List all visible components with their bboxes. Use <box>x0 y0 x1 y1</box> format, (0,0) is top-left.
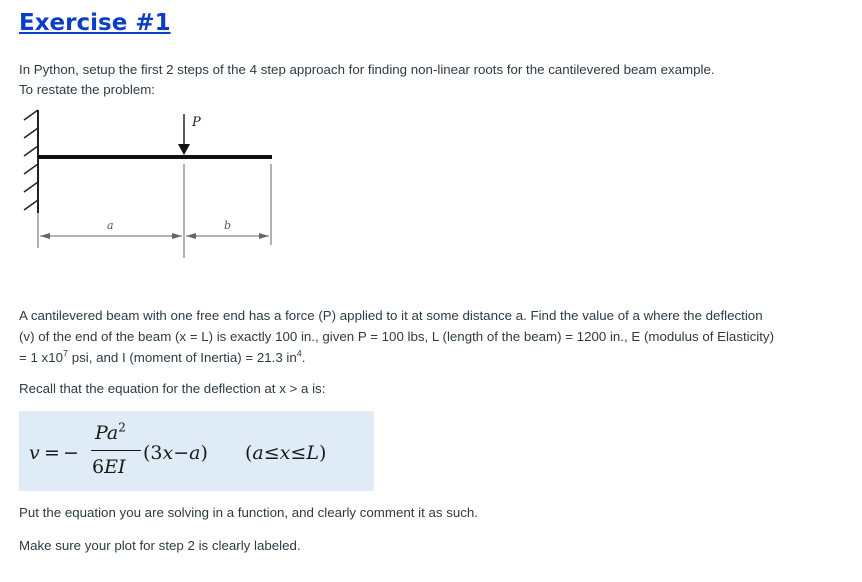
cond-L: L <box>306 442 319 464</box>
problem-text-part1: A cantilevered beam with one free end has a force (P) applied to it at some distance a. Find the value of a where the deflection (v) of the end of the beam (x = L) is exactly 100 in., given P = 100 lbs, L (length of the beam) = 1200 in., E (modulus of Elasticity) = 1 x10 <box>19 308 775 365</box>
paren-close: ) <box>200 442 208 464</box>
equation-denominator <box>92 456 125 478</box>
dimension-a-arrow-right <box>172 233 182 239</box>
cond-le-1: ≤ <box>263 442 280 464</box>
denominator-variables: EI <box>104 456 126 478</box>
equation-numerator <box>95 422 126 444</box>
cantilever-beam-figure <box>14 108 278 268</box>
equation-condition <box>245 442 326 464</box>
equation-equals: = <box>44 442 60 464</box>
instruction-plot: Make sure your plot for step 2 is clearly labeled. <box>19 538 301 553</box>
fraction-bar <box>91 450 141 451</box>
page-title[interactable]: Exercise #1 <box>19 10 171 36</box>
paren-minus: − <box>173 442 190 464</box>
problem-exponent-inertia: 4 <box>296 348 302 359</box>
cond-a: a <box>252 442 264 464</box>
problem-text-part2: psi, and I (moment of Inertia) = 21.3 in <box>68 350 297 365</box>
denominator-coefficient: 6 <box>92 456 105 478</box>
restate-text: To restate the problem: <box>19 82 155 97</box>
dimension-a-label: a <box>107 219 114 232</box>
problem-statement <box>19 305 779 368</box>
equation-parenthetical <box>143 442 208 464</box>
equation-lhs: v <box>29 442 40 464</box>
problem-text-part3: . <box>301 350 306 365</box>
instruction-function: Put the equation you are solving in a function, and clearly comment it as such. <box>19 505 479 520</box>
paren-open: (3 <box>143 442 163 464</box>
paren-x: x <box>162 442 174 464</box>
dimension-a-arrow-left <box>40 233 50 239</box>
cond-close: ) <box>318 442 327 464</box>
paren-a: a <box>189 442 201 464</box>
wall-hatching <box>24 110 38 210</box>
beam <box>38 155 272 159</box>
dimension-b-arrow-right <box>259 233 269 239</box>
numerator-exponent: 2 <box>118 420 126 435</box>
cond-x: x <box>279 442 291 464</box>
numerator-base: Pa <box>95 422 119 444</box>
cond-open: ( <box>245 442 253 464</box>
equation-minus: − <box>63 442 79 464</box>
load-label: P <box>192 115 201 130</box>
cond-le-2: ≤ <box>290 442 307 464</box>
equation-box <box>19 411 374 491</box>
dimension-b-label: b <box>224 219 232 232</box>
dimension-b-arrow-left <box>186 233 196 239</box>
intro-text: In Python, setup the first 2 steps of the 4 step approach for finding non-linear roots for the cantilevered beam example. <box>19 62 715 77</box>
problem-exponent-modulus: 7 <box>63 348 69 359</box>
load-arrow-head <box>178 144 190 155</box>
recall-text: Recall that the equation for the deflection at x > a is: <box>19 381 326 396</box>
